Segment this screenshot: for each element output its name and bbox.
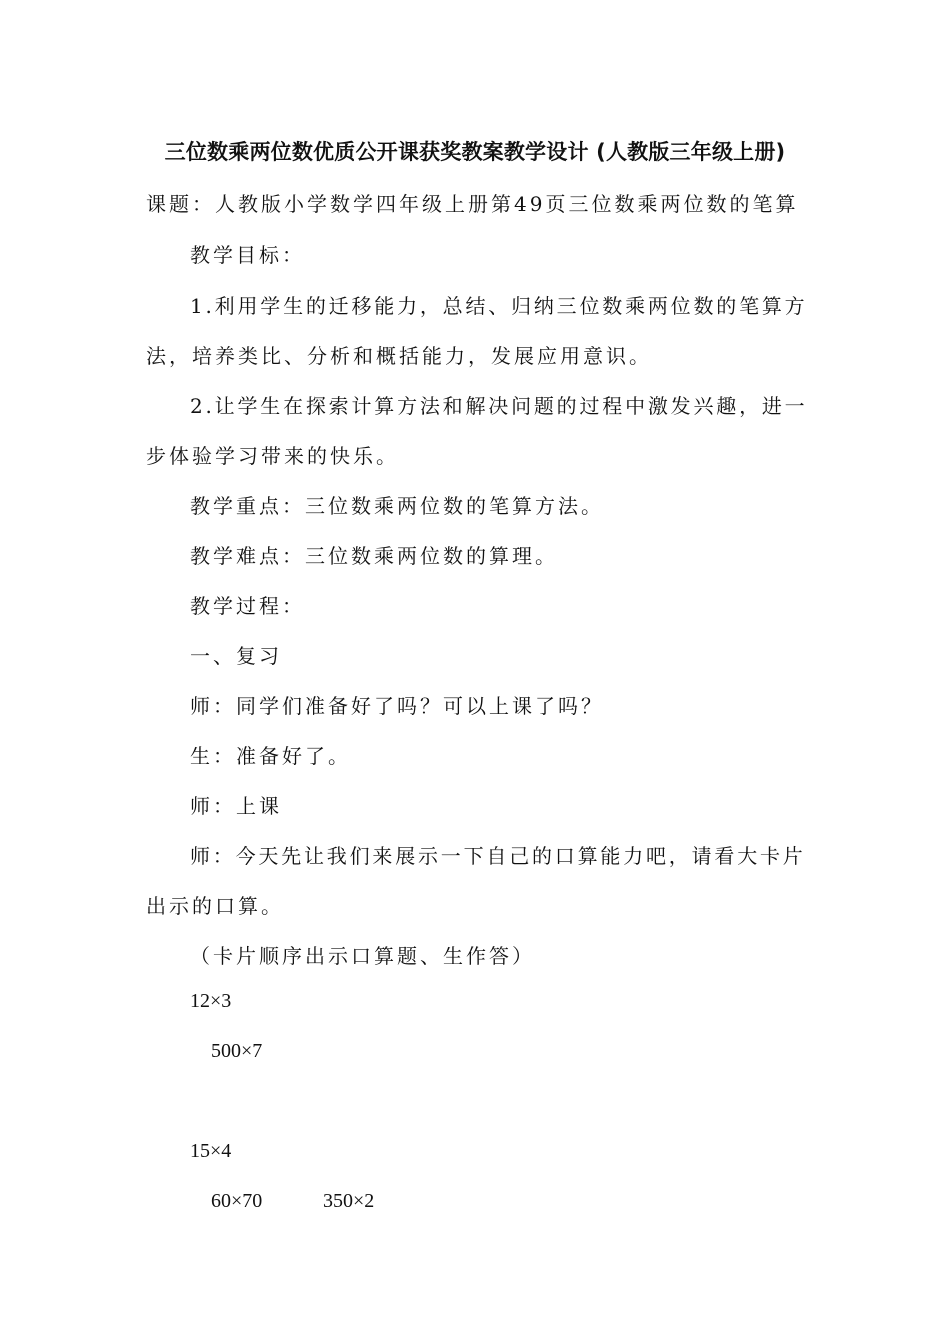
dialogue-line: 师：上课: [190, 794, 282, 818]
objective-2-line-2: 步体验学习带来的快乐。: [146, 444, 399, 468]
subject-line: 课题：人教版小学数学四年级上册第49页三位数乘两位数的笔算: [146, 192, 799, 216]
calc-item: 500×7: [211, 1040, 263, 1062]
calc-item: 12×3: [190, 990, 232, 1012]
calc-item: 60×70: [211, 1190, 263, 1212]
dialogue-line: 师：同学们准备好了吗？可以上课了吗？: [190, 694, 604, 718]
objectives-heading: 教学目标：: [190, 243, 305, 267]
calc-item: 15×4: [190, 1140, 232, 1162]
objective-2-line-1: 2.让学生在探索计算方法和解决问题的过程中激发兴趣，进一: [190, 394, 808, 418]
difficulty: 教学难点：三位数乘两位数的算理。: [190, 544, 558, 568]
dialogue-line: 出示的口算。: [146, 894, 284, 918]
objective-1-line-2: 法，培养类比、分析和概括能力，发展应用意识。: [146, 344, 652, 368]
note-line: （卡片顺序出示口算题、生作答）: [190, 944, 535, 968]
dialogue-line: 师：今天先让我们来展示一下自己的口算能力吧，请看大卡片: [190, 844, 806, 868]
objective-1-line-1: 1.利用学生的迁移能力，总结、归纳三位数乘两位数的笔算方: [190, 294, 808, 318]
dialogue-line: 生：准备好了。: [190, 744, 351, 768]
document-title: 三位数乘两位数优质公开课获奖教案教学设计 (人教版三年级上册): [164, 140, 786, 164]
section-review-heading: 一、复习: [190, 644, 282, 668]
key-point: 教学重点：三位数乘两位数的笔算方法。: [190, 494, 604, 518]
process-heading: 教学过程：: [190, 594, 305, 618]
calc-item: 350×2: [323, 1190, 375, 1212]
